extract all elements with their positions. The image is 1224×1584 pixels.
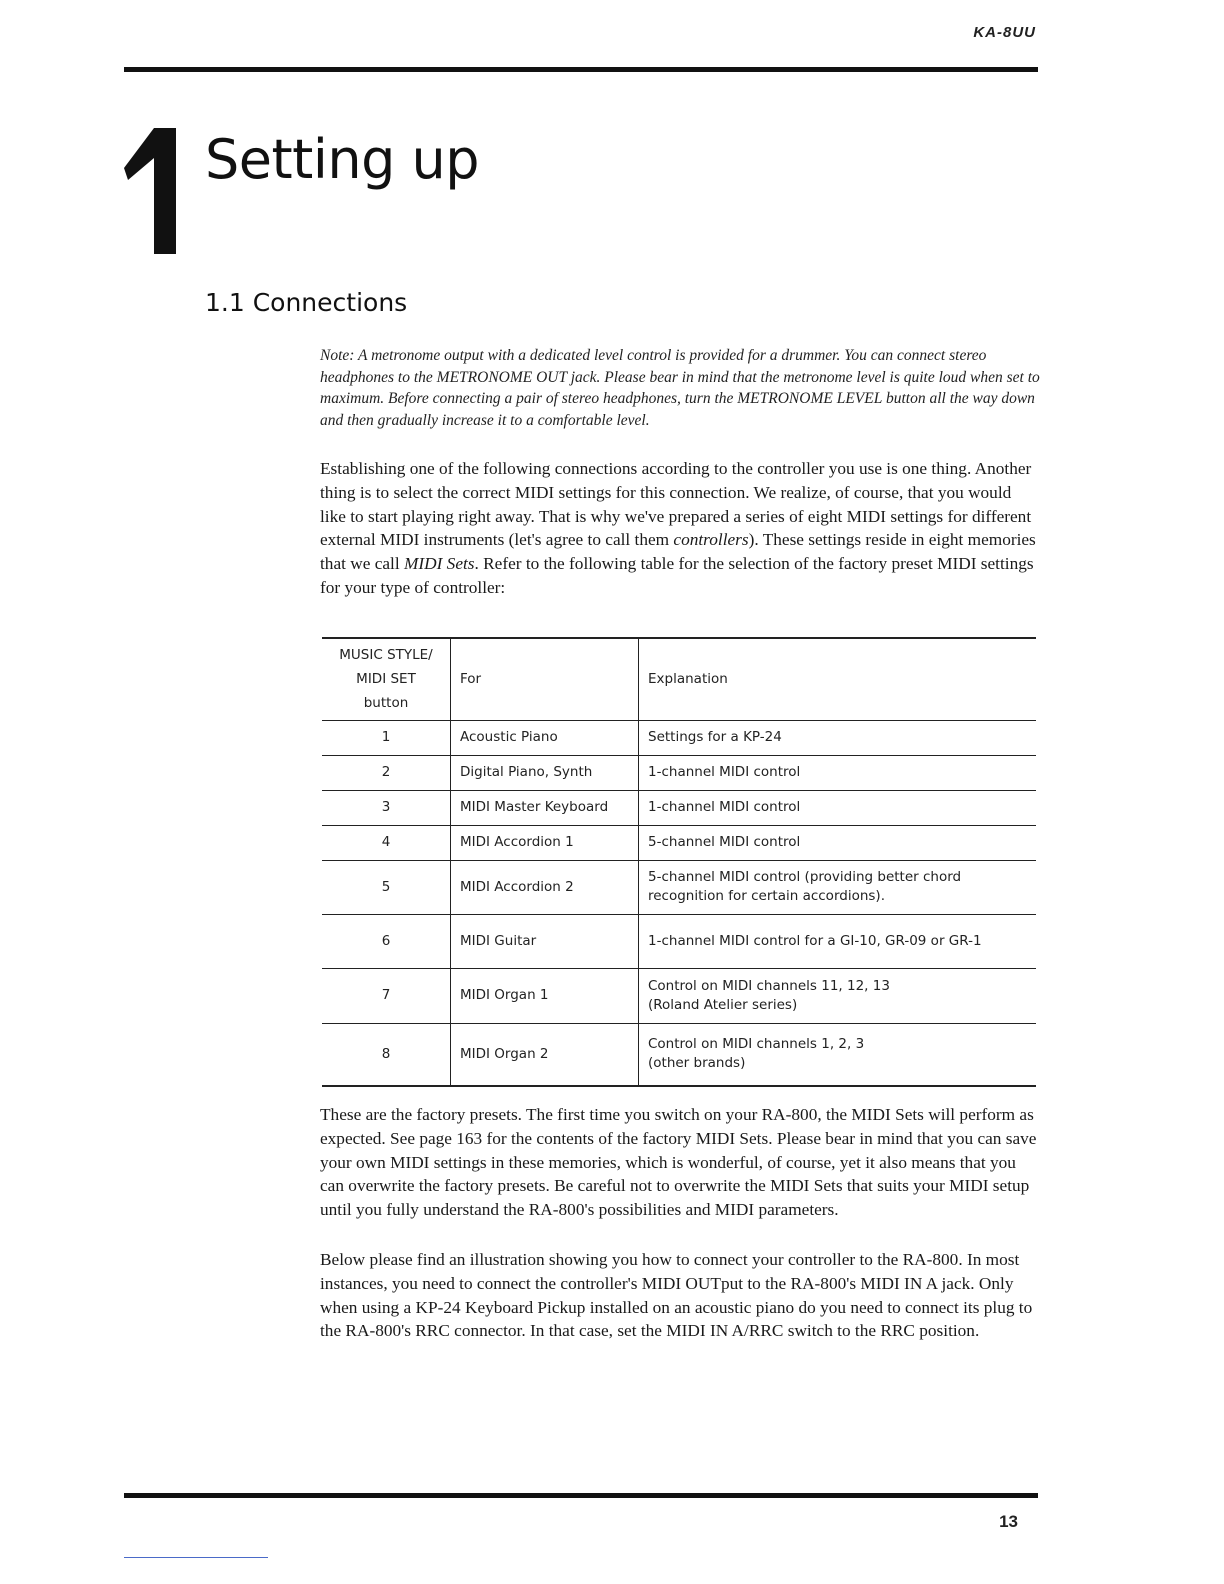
midi-set-table (322, 637, 1036, 1087)
header-music-style: MUSIC STYLE/ MIDI SET button (322, 638, 451, 720)
table-row: 8 MIDI Organ 2 Control on MIDI channels 1, 2, 3 (other brands) (322, 1023, 1036, 1086)
table-row: 3 MIDI Master Keyboard 1-channel MIDI control (322, 790, 1036, 825)
table-row: 4 MIDI Accordion 1 5-channel MIDI control (322, 825, 1036, 860)
header-rule (124, 67, 1038, 72)
table-row: 1 Acoustic Piano Settings for a KP-24 (322, 720, 1036, 755)
footer-link-line (124, 1557, 268, 1558)
table-row: 7 MIDI Organ 1 Control on MIDI channels 11, 12, 13 (Roland Atelier series) (322, 968, 1036, 1023)
table-header-row (322, 638, 1036, 720)
chapter-title: Setting up (205, 128, 480, 191)
chapter-number (120, 128, 176, 254)
page-number: 13 (999, 1512, 1018, 1531)
factory-presets-paragraph: These are the factory presets. The first time you switch on your RA-800, the MIDI Sets will perform as expected. See page 163 for the contents of the factory MIDI Sets. Please bear in mind that you can save your own MIDI settings in these memories, which is wonderful, of course, yet it also means that you can overwrite the factory presets. Be careful not to overwrite the MIDI Sets that suits your MIDI setup until you fully understand the RA-800's possibilities and MIDI parameters. (320, 1105, 1037, 1220)
section-title: 1.1 Connections (205, 288, 408, 317)
footer-rule (124, 1493, 1038, 1498)
connection-paragraph: Below please find an illustration showing you how to connect your controller to the RA-800. In most instances, you need to connect the controller's MIDI OUTput to the RA-800's MIDI IN A jack. Only when using a KP-24 Keyboard Pickup installed on an acoustic piano do you need to connect its plug to the RA-800's RRC connector. In that case, set the MIDI IN A/RRC switch to the RRC position. (320, 1250, 1033, 1341)
table-row: 2 Digital Piano, Synth 1-channel MIDI control (322, 755, 1036, 790)
header-explanation: Explanation (639, 638, 1037, 720)
table-row: 5 MIDI Accordion 2 5-channel MIDI control (providing better chord recognition for certain accordions). (322, 860, 1036, 914)
note-paragraph: Note: A metronome output with a dedicated level control is provided for a drummer. You can connect stereo headphones to the METRONOME OUT jack. Please bear in mind that the metronome level is quite loud when set to maximum. Before connecting a pair of stereo headphones, turn the METRONOME LEVEL button all the way down and then gradually increase it to a comfortable level. (320, 347, 1040, 429)
table-row: 6 MIDI Guitar 1-channel MIDI control for a GI-10, GR-09 or GR-1 (322, 914, 1036, 968)
header-for: For (451, 638, 639, 720)
running-header: KA-8UU (973, 24, 1036, 41)
intro-paragraph: Establishing one of the following connections according to the controller you use is one thing. Another thing is to select the correct MIDI settings for this connection. We realize, of course, that you would like to start playing right away. That is why we've prepared a series of eight MIDI settings for different external MIDI instruments (let's agree to call them controllers). These settings reside in eight memories that we call MIDI Sets. Refer to the following table for the selection of the factory preset MIDI settings for your type of controller: (320, 459, 1036, 597)
